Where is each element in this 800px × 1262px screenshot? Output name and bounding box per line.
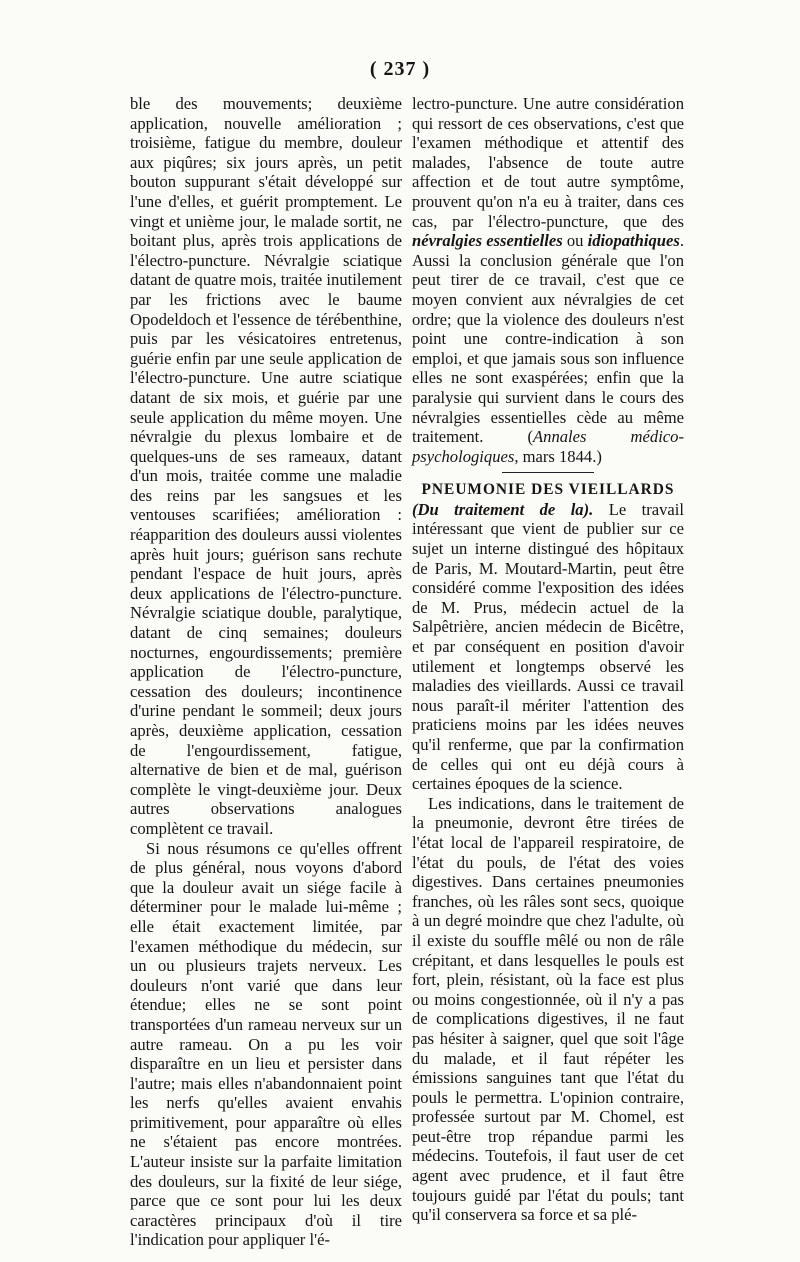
- page-number: ( 237 ): [369, 58, 431, 80]
- left-column: [130, 94, 402, 1250]
- paragraph-indications: Les indications, dans le traitement de la pneumonie, devront être tirées de l'état local de l'appareil respiratoire, de l'état du pouls, de l'état des voies digestives. Dans certaines pneumonies franches, où les râles sont secs, quoique à un degré moindre que chez l'adulte, où il existe du souffle mêlé ou non de râle crépitant, et dans lesquelles le pouls est fort, plein, résistant, où la face est plus ou moins congestionnée, où il n'y a pas de complications digestives, il ne faut pas hésiter à saigner, quel que soit l'âge du malade, et il faut répéter les émissions sanguines tant que l'état du pouls le permettra. L'opinion contraire, professée surtout par M. Chomel, est peut-être trop répandue parmi les médecins. Toutefois, il faut user de cet agent avec prudence, et il faut être toujours guidé par l'état du pouls; tant qu'il conservera sa force et sa plé-: [412, 793, 684, 1225]
- paragraph-conclusion: lectro-puncture. Une autre considération qui ressort de ces observations, c'est que l'examen méthodique et attentif des malades, l'absence de toute autre affection et de tout autre symptôme, prouvent qu'on n'a eu à traiter, dans ces cas, par l'électro-puncture, que des névralgies essentielles ou idiopathiques. Aussi la conclusion générale que l'on peut tirer de ce travail, c'est que ce moyen convient aux névralgies de cet ordre; que la violence des douleurs n'est point une contre-indication à son emploi, et que jamais sous son influence elles ne sont exaspérées; enfin que la paralysie qui survient dans le cours des névralgies essentielles cède au même traitement. (Annales médico-psychologiques, mars 1844.): [412, 94, 684, 466]
- paragraph-continued: ble des mouvements; deuxième application, nouvelle amélioration ; troisième, fatigue du membre, douleur aux piqûres; six jours après, un petit bouton suppurant s'était développé sur l'une d'elles, et guérit promptement. Le vingt et unième jour, le malade sortit, ne boitant plus, après trois applications de l'électro-puncture. Névralgie sciatique datant de quatre mois, traitée inutilement par les frictions avec le baume Opodeldoch et l'essence de térébenthine, puis par les vésicatoires entretenus, guérie enfin par une seule application de l'électro-puncture. Une autre sciatique datant de six mois, et guérie par une seule application du même moyen. Une névralgie du plexus lombaire et de quelques-uns de ses rameaux, datant d'un mois, traitée comme une maladie des reins par les sangsues et les ventouses scarifiées; amélioration : réapparition des douleurs aussi violentes après huit jours; guérison sans rechute pendant l'espace de huit jours, après deux applications de l'électro-puncture. Névralgie sciatique double, paralytique, datant de cinq semaines; douleurs nocturnes, engourdissements; première application de l'électro-puncture, cessation des douleurs; incontinence d'urine pendant le sommeil; deux jours après, deuxième application, cessation de l'engourdissement, fatigue, alternative de bien et de mal, guérison complète le vingt-deuxième jour. Deux autres observations analogues complètent ce travail.: [130, 94, 402, 838]
- paragraph-introduction: (Du traitement de la). Le travail intéressant que vient de publier sur ce sujet un interne distingué des hôpitaux de Paris, M. Moutard-Martin, peut être considéré comme l'exposition des idées de M. Prus, médecin actuel de la Salpêtrière, ancien médecin de Bicêtre, et par conséquent en position d'avoir utilement et longtemps observé les maladies des vieillards. Aussi ce travail nous paraît-il mériter l'attention des praticiens moins par les idées neuves qu'il renferme, que par la confirmation de celles qui ont eu déjà cours à certaines époques de la science.: [412, 499, 684, 794]
- right-column: [412, 94, 684, 1225]
- section-subtitle: (Du traitement de la).: [412, 499, 594, 519]
- section-divider: [502, 472, 594, 473]
- emphasis-nevralgies: névralgies essentielles: [412, 231, 563, 251]
- section-heading: PNEUMONIE DES VIEILLARDS: [421, 481, 675, 499]
- emphasis-idiopathiques: idiopathiques: [587, 231, 680, 251]
- paragraph-summary: Si nous résumons ce qu'elles offrent de plus général, nous voyons d'abord que la douleur avait un siége facile à déterminer pour le malade lui-même ; elle était exactement limitée, par l'examen méthodique du médecin, sur un ou plusieurs trajets nerveux. Les douleurs n'ont varié que dans leur étendue; elles ne se sont point transportées d'un rameau nerveux sur un autre rameau. On a pu les voir disparaître en un lieu et persister dans l'autre; mais elles n'abandonnaient point les nerfs qu'elles avaient envahis primitivement, pour apparaître où elles ne s'étaient pas encore montrées. L'auteur insiste sur la parfaite limitation des douleurs, sur la fixité de leur siége, parce que ce sont pour lui les deux caractères principaux d'où il tire l'indication pour appliquer l'é-: [130, 838, 402, 1250]
- source-citation: Annales médico-psychologiques: [412, 427, 684, 466]
